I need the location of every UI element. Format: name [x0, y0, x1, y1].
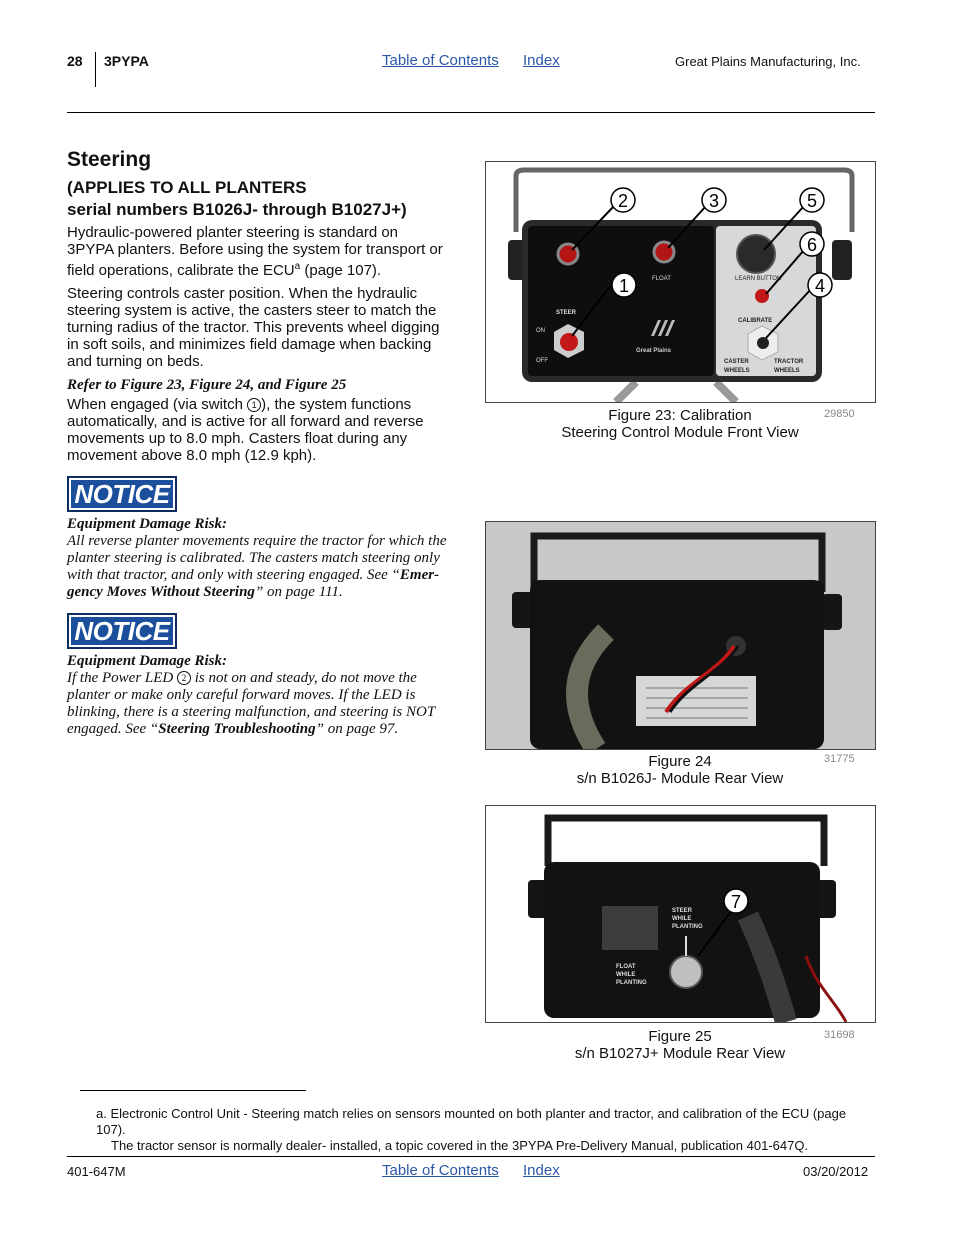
steer-while-word: WHILE [672, 916, 692, 922]
toc-link-top[interactable]: Table of Contents [382, 52, 499, 69]
steer-label: STEER [556, 310, 577, 316]
callout-1: 1 [618, 276, 630, 296]
index-link-top[interactable]: Index [523, 52, 560, 69]
refer-line: Refer to Figure 23, Figure 24, and Figure 25 [67, 377, 347, 393]
callout-5: 5 [806, 191, 818, 211]
notice-2-text: If the Power LED 2 is not on and steady, do not move the planter or make only careful forward moves. If the LED is blinking, there is a steering malfunction, and steering is NOT engaged. See “Steering Troubleshooting” on page 97. [67, 670, 436, 737]
led-2-symbol: 2 [177, 671, 191, 685]
section-title: Steering [67, 148, 152, 171]
module-rear-illustration-b1027j [486, 806, 875, 1022]
callout-7: 7 [730, 892, 742, 912]
footer-rule [67, 1156, 875, 1157]
publication-date: 03/20/2012 [803, 1164, 869, 1179]
learn-button-label: LEARN BUTTON [735, 276, 782, 282]
callout-3: 3 [708, 191, 720, 211]
figure-23-photo [485, 161, 876, 403]
company-name: Great Plains Manufacturing, Inc. [675, 54, 861, 69]
caster-label: CASTER [724, 359, 749, 365]
applies-line-2: serial numbers B1026J- through B1027J+) [67, 200, 407, 219]
callout-6: 6 [806, 235, 818, 255]
notice-badge-1: NOTICE [67, 476, 177, 512]
header-divider-vertical [95, 52, 96, 87]
applies-line-1: (APPLIES TO ALL PLANTERS [67, 178, 307, 197]
tractor-label: TRACTOR [774, 359, 804, 365]
calibrate-label: CALIBRATE [738, 318, 773, 324]
product-name: 3PYPA [104, 53, 149, 69]
notice-1-text: All reverse planter movements require the tractor for which the planter steering is calibrated. The casters match steering only with that tractor, and only with steering engaged. See “Emer- gency Moves Without Steering” on page 111. [67, 533, 447, 600]
intro-paragraph: Hydraulic-powered planter steering is standard on 3PYPA planters. Before using the system for transport or field operations, calibrate the ECU$^a$ (page 107). [67, 224, 443, 279]
on-label: ON [536, 328, 545, 334]
control-module-front-illustration [486, 162, 875, 402]
notice-badge-2: NOTICE [67, 613, 177, 649]
doc-number: 401-647M [67, 1164, 126, 1179]
brand-label: Great Plains [636, 348, 672, 354]
index-link-bottom[interactable]: Index [523, 1162, 560, 1179]
float-planting-label: PLANTING [616, 980, 647, 986]
caster-wheels-label: WHEELS [724, 368, 750, 374]
switch-1-symbol: 1 [247, 398, 261, 412]
figure-23-number: 29850 [824, 408, 855, 420]
notice-2-risk: Equipment Damage Risk: [67, 653, 228, 669]
figure-25-number: 31698 [824, 1029, 855, 1041]
notice-1-risk: Equipment Damage Risk: [67, 516, 228, 532]
tractor-wheels-label: WHEELS [774, 368, 800, 374]
float-while-label: FLOAT [616, 964, 636, 970]
figure-25-caption: Figure 25 s/n B1027J+ Module Rear View [574, 1028, 786, 1062]
figure-24-caption: Figure 24 s/n B1026J- Module Rear View [576, 753, 784, 787]
figure-23-caption: Figure 23: Calibration Steering Control Module Front View [561, 407, 799, 441]
footnote-a: a. Electronic Control Unit - Steering match relies on sensors mounted on both planter and tractor, and calibration of the ECU (page 107). The tractor sensor is normally dealer- installed, a topic covered in the 3PYPA Pre-Delivery Manual, publication 401-647Q. [96, 1106, 847, 1153]
figure-25-photo [485, 805, 876, 1023]
callout-2: 2 [617, 191, 629, 211]
float-label: FLOAT [652, 276, 671, 282]
steering-paragraph: Steering controls caster position. When the hydraulic steering system is active, the casters steer to match the turning radius of the tractor. This prevents wheel digging in soft soils, and minimizes field damage when backing and turning on beds. [67, 285, 440, 370]
module-rear-illustration-b1026j [486, 522, 875, 749]
header-rule [67, 112, 875, 113]
figure-24-photo [485, 521, 876, 750]
callout-4: 4 [814, 276, 826, 296]
float-while-word: WHILE [616, 972, 636, 978]
engaged-paragraph: When engaged (via switch 1 ), the system functions automatically, and is active for all forward and reverse movements up to 8.0 mph. Casters float during any movement above 8.0 mph (12.9 kph). [67, 396, 424, 464]
toc-link-bottom[interactable]: Table of Contents [382, 1162, 499, 1179]
off-label: OFF [536, 358, 548, 364]
page-number: 28 [67, 53, 83, 69]
footnote-rule [80, 1090, 306, 1091]
steer-while-label: STEER [672, 908, 693, 914]
figure-24-number: 31775 [824, 753, 855, 765]
steer-planting-label: PLANTING [672, 924, 703, 930]
